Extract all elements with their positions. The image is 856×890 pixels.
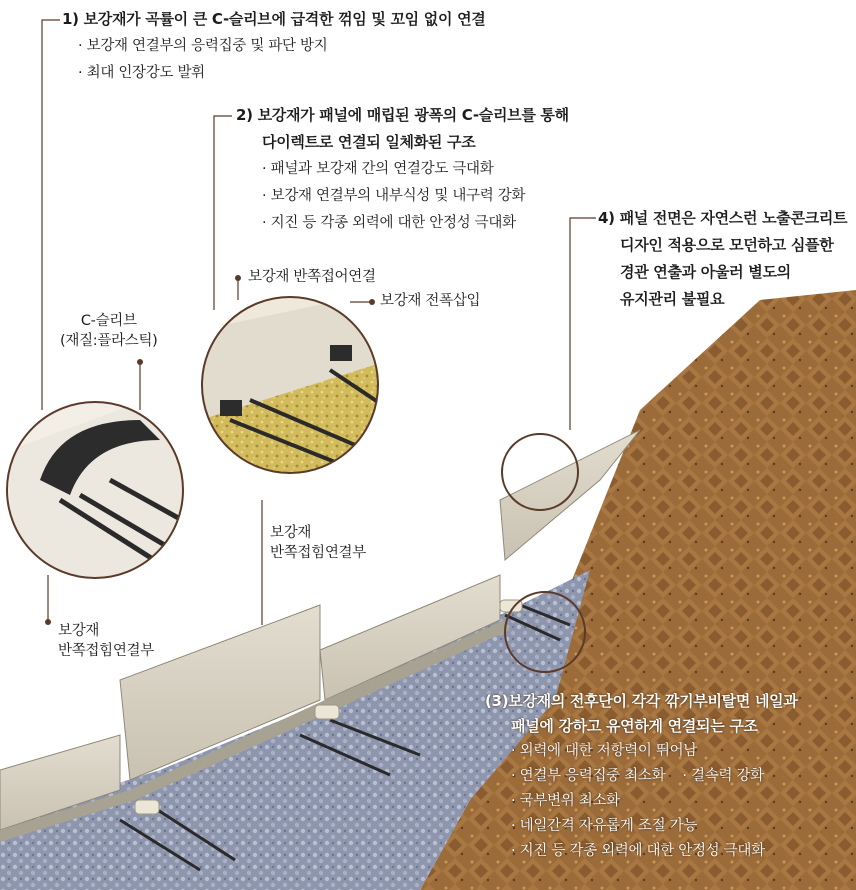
callout-3-bullet: · 지진 등 각종 외력에 대한 안정성 극대화 <box>511 842 765 859</box>
callout-4-title: 4) 패널 전면은 자연스런 노출콘크리트 <box>598 209 848 227</box>
callout-4-title: 경관 연출과 아울러 별도의 <box>620 263 791 281</box>
callout-1-bullet: · 보강재 연결부의 응력집중 및 파단 방지 <box>78 38 328 54</box>
half-connection-label-center: 보강재 반쪽접힘연결부 <box>270 525 366 561</box>
callout-2-title: 2) 보강재가 패널에 매립된 광폭의 C-슬리브를 통해 <box>236 106 569 124</box>
c-sleeve-detail <box>7 380 200 600</box>
callout-2-bullet: · 패널과 보강재 간의 연결강도 극대화 <box>262 161 494 177</box>
callout-2-bullet: · 지진 등 각종 외력에 대한 안정성 극대화 <box>262 215 516 231</box>
half-fold-connection-label: 보강재 반쪽접어연결 <box>248 269 376 285</box>
callout-3-bullet: · 국부변위 최소화 <box>511 793 620 810</box>
callout-3-bullet-row <box>485 763 798 789</box>
callout-3-bullet: · 네일간격 자유롭게 조절 가능 <box>511 817 698 834</box>
panel-connection-detail <box>200 290 390 480</box>
half-connection-label-left: 보강재 반쪽접힘연결부 <box>58 623 154 659</box>
callout-2-bullet: · 보강재 연결부의 내부식성 및 내구력 강화 <box>262 188 526 204</box>
callout-4 <box>598 205 847 313</box>
callout-1-title: 1) 보강재가 곡률이 큰 C-슬리브에 급격한 꺾임 및 꼬임 없이 연결 <box>62 10 486 28</box>
callout-3-bullet: · 연결부 응력집중 최소화 <box>511 768 666 785</box>
callout-3 <box>485 689 798 864</box>
callout-1 <box>62 6 485 87</box>
c-sleeve-label: C-슬리브 (재질:플라스틱) <box>60 313 158 349</box>
callout-3-bullet: · 결속력 강화 <box>682 768 764 785</box>
callout-3-bullet: · 외력에 대한 저항력이 뛰어남 <box>511 742 698 759</box>
callout-4-title: 유지관리 불필요 <box>620 290 725 308</box>
callout-4-title: 디자인 적용으로 모던하고 심플한 <box>620 236 834 254</box>
callout-1-bullet: · 최대 인장강도 발휘 <box>78 65 205 81</box>
callout-2 <box>236 102 569 237</box>
callout-2-title: 다이렉트로 연결되 일체화된 구조 <box>262 133 476 151</box>
full-insert-label: 보강재 전폭삽입 <box>380 293 481 309</box>
callout-3-title: 패널에 강하고 유연하게 연결되는 구조 <box>511 716 758 735</box>
callout-3-title: (3)보강재의 전후단이 각각 깎기부비탈면 네일과 <box>485 692 798 710</box>
